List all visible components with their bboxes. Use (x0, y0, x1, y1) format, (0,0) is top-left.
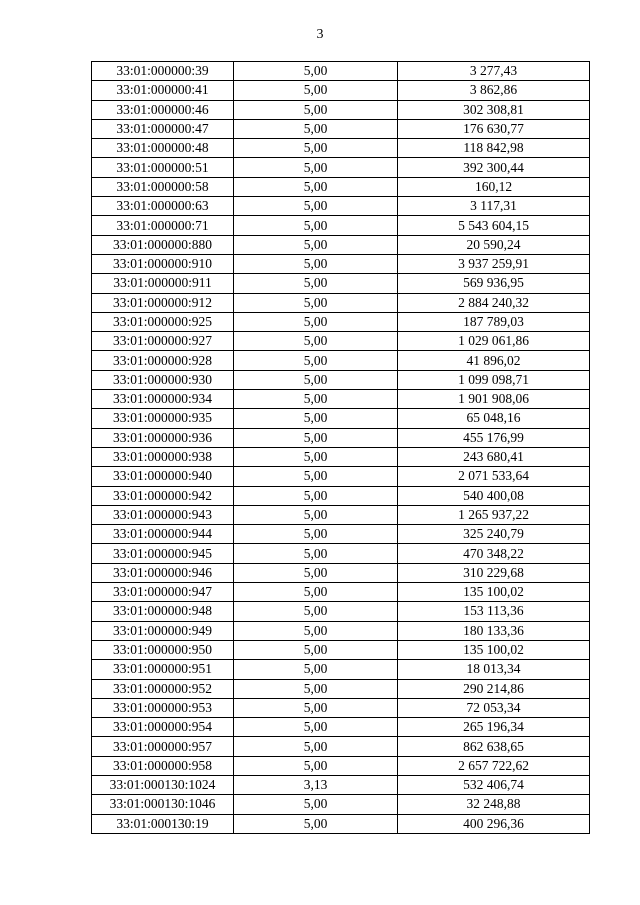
value-cell: 41 896,02 (398, 351, 590, 370)
table-row (92, 756, 590, 775)
table-row (92, 390, 590, 409)
table-row (92, 563, 590, 582)
value-cell: 18 013,34 (398, 660, 590, 679)
table-row (92, 737, 590, 756)
table-row (92, 795, 590, 814)
table-row (92, 486, 590, 505)
cadastral-number-cell: 33:01:000000:41 (92, 81, 234, 100)
table-row (92, 602, 590, 621)
rate-cell: 5,00 (234, 254, 398, 273)
value-cell: 180 133,36 (398, 621, 590, 640)
table-row (92, 505, 590, 524)
rate-cell: 5,00 (234, 370, 398, 389)
table-row (92, 197, 590, 216)
table-row (92, 525, 590, 544)
value-cell: 862 638,65 (398, 737, 590, 756)
table-row (92, 775, 590, 794)
table-row (92, 698, 590, 717)
cadastral-number-cell: 33:01:000000:925 (92, 312, 234, 331)
cadastral-number-cell: 33:01:000000:958 (92, 756, 234, 775)
value-cell: 1 029 061,86 (398, 332, 590, 351)
cadastral-number-cell: 33:01:000000:912 (92, 293, 234, 312)
value-cell: 265 196,34 (398, 718, 590, 737)
table-row (92, 254, 590, 273)
rate-cell: 5,00 (234, 640, 398, 659)
value-cell: 2 657 722,62 (398, 756, 590, 775)
rate-cell: 5,00 (234, 795, 398, 814)
cadastral-number-cell: 33:01:000000:930 (92, 370, 234, 389)
table-row (92, 679, 590, 698)
value-cell: 532 406,74 (398, 775, 590, 794)
cadastral-number-cell: 33:01:000000:951 (92, 660, 234, 679)
table-body (92, 62, 590, 834)
cadastral-number-cell: 33:01:000000:880 (92, 235, 234, 254)
table-row (92, 62, 590, 81)
table-row (92, 351, 590, 370)
table-row (92, 177, 590, 196)
rate-cell: 5,00 (234, 81, 398, 100)
rate-cell: 5,00 (234, 216, 398, 235)
value-cell: 153 113,36 (398, 602, 590, 621)
rate-cell: 5,00 (234, 679, 398, 698)
value-cell: 325 240,79 (398, 525, 590, 544)
rate-cell: 5,00 (234, 119, 398, 138)
cadastral-number-cell: 33:01:000000:942 (92, 486, 234, 505)
rate-cell: 3,13 (234, 775, 398, 794)
table-row (92, 274, 590, 293)
rate-cell: 5,00 (234, 235, 398, 254)
value-cell: 2 071 533,64 (398, 467, 590, 486)
table-row (92, 621, 590, 640)
table-row (92, 332, 590, 351)
rate-cell: 5,00 (234, 583, 398, 602)
value-cell: 176 630,77 (398, 119, 590, 138)
cadastral-number-cell: 33:01:000000:936 (92, 428, 234, 447)
rate-cell: 5,00 (234, 718, 398, 737)
value-cell: 20 590,24 (398, 235, 590, 254)
cadastral-number-cell: 33:01:000000:946 (92, 563, 234, 582)
value-cell: 2 884 240,32 (398, 293, 590, 312)
value-cell: 1 099 098,71 (398, 370, 590, 389)
cadastral-number-cell: 33:01:000000:952 (92, 679, 234, 698)
value-cell: 455 176,99 (398, 428, 590, 447)
cadastral-number-cell: 33:01:000000:46 (92, 100, 234, 119)
cadastral-number-cell: 33:01:000000:940 (92, 467, 234, 486)
table-row (92, 293, 590, 312)
rate-cell: 5,00 (234, 139, 398, 158)
cadastral-number-cell: 33:01:000000:949 (92, 621, 234, 640)
rate-cell: 5,00 (234, 756, 398, 775)
rate-cell: 5,00 (234, 293, 398, 312)
cadastral-number-cell: 33:01:000000:938 (92, 447, 234, 466)
rate-cell: 5,00 (234, 62, 398, 81)
cadastral-data-table (91, 61, 590, 834)
value-cell: 65 048,16 (398, 409, 590, 428)
value-cell: 302 308,81 (398, 100, 590, 119)
cadastral-number-cell: 33:01:000000:935 (92, 409, 234, 428)
cadastral-number-cell: 33:01:000000:957 (92, 737, 234, 756)
rate-cell: 5,00 (234, 447, 398, 466)
value-cell: 32 248,88 (398, 795, 590, 814)
table-row (92, 312, 590, 331)
value-cell: 160,12 (398, 177, 590, 196)
value-cell: 400 296,36 (398, 814, 590, 833)
table-row (92, 235, 590, 254)
value-cell: 135 100,02 (398, 640, 590, 659)
rate-cell: 5,00 (234, 698, 398, 717)
value-cell: 72 053,34 (398, 698, 590, 717)
rate-cell: 5,00 (234, 814, 398, 833)
rate-cell: 5,00 (234, 660, 398, 679)
rate-cell: 5,00 (234, 409, 398, 428)
value-cell: 310 229,68 (398, 563, 590, 582)
value-cell: 118 842,98 (398, 139, 590, 158)
cadastral-number-cell: 33:01:000000:934 (92, 390, 234, 409)
rate-cell: 5,00 (234, 737, 398, 756)
rate-cell: 5,00 (234, 158, 398, 177)
cadastral-number-cell: 33:01:000000:950 (92, 640, 234, 659)
value-cell: 470 348,22 (398, 544, 590, 563)
value-cell: 290 214,86 (398, 679, 590, 698)
table-row (92, 158, 590, 177)
rate-cell: 5,00 (234, 100, 398, 119)
table-row (92, 139, 590, 158)
table-row (92, 660, 590, 679)
rate-cell: 5,00 (234, 602, 398, 621)
cadastral-number-cell: 33:01:000000:953 (92, 698, 234, 717)
rate-cell: 5,00 (234, 177, 398, 196)
cadastral-number-cell: 33:01:000000:910 (92, 254, 234, 273)
cadastral-number-cell: 33:01:000000:48 (92, 139, 234, 158)
cadastral-number-cell: 33:01:000000:39 (92, 62, 234, 81)
cadastral-number-cell: 33:01:000000:945 (92, 544, 234, 563)
table-row (92, 814, 590, 833)
value-cell: 1 265 937,22 (398, 505, 590, 524)
rate-cell: 5,00 (234, 390, 398, 409)
rate-cell: 5,00 (234, 621, 398, 640)
cadastral-number-cell: 33:01:000000:954 (92, 718, 234, 737)
value-cell: 3 277,43 (398, 62, 590, 81)
cadastral-number-cell: 33:01:000000:943 (92, 505, 234, 524)
cadastral-number-cell: 33:01:000130:19 (92, 814, 234, 833)
cadastral-number-cell: 33:01:000000:944 (92, 525, 234, 544)
rate-cell: 5,00 (234, 563, 398, 582)
rate-cell: 5,00 (234, 467, 398, 486)
table-row (92, 409, 590, 428)
cadastral-number-cell: 33:01:000000:948 (92, 602, 234, 621)
page-number: 3 (316, 27, 324, 42)
table-row (92, 370, 590, 389)
rate-cell: 5,00 (234, 486, 398, 505)
cadastral-number-cell: 33:01:000000:63 (92, 197, 234, 216)
value-cell: 5 543 604,15 (398, 216, 590, 235)
cadastral-number-cell: 33:01:000000:928 (92, 351, 234, 370)
rate-cell: 5,00 (234, 525, 398, 544)
value-cell: 540 400,08 (398, 486, 590, 505)
value-cell: 3 862,86 (398, 81, 590, 100)
cadastral-number-cell: 33:01:000000:947 (92, 583, 234, 602)
cadastral-number-cell: 33:01:000130:1046 (92, 795, 234, 814)
value-cell: 3 117,31 (398, 197, 590, 216)
table-row (92, 119, 590, 138)
rate-cell: 5,00 (234, 544, 398, 563)
cadastral-number-cell: 33:01:000000:911 (92, 274, 234, 293)
table-row (92, 467, 590, 486)
rate-cell: 5,00 (234, 274, 398, 293)
table-row (92, 583, 590, 602)
rate-cell: 5,00 (234, 312, 398, 331)
table-row (92, 428, 590, 447)
rate-cell: 5,00 (234, 505, 398, 524)
table-row (92, 640, 590, 659)
rate-cell: 5,00 (234, 428, 398, 447)
rate-cell: 5,00 (234, 197, 398, 216)
cadastral-number-cell: 33:01:000000:47 (92, 119, 234, 138)
value-cell: 3 937 259,91 (398, 254, 590, 273)
value-cell: 1 901 908,06 (398, 390, 590, 409)
value-cell: 187 789,03 (398, 312, 590, 331)
table-row (92, 718, 590, 737)
rate-cell: 5,00 (234, 351, 398, 370)
table-row (92, 216, 590, 235)
cadastral-number-cell: 33:01:000000:927 (92, 332, 234, 351)
cadastral-number-cell: 33:01:000000:58 (92, 177, 234, 196)
cadastral-number-cell: 33:01:000000:71 (92, 216, 234, 235)
table-row (92, 100, 590, 119)
value-cell: 135 100,02 (398, 583, 590, 602)
table-row (92, 447, 590, 466)
value-cell: 392 300,44 (398, 158, 590, 177)
table-row (92, 81, 590, 100)
cadastral-number-cell: 33:01:000130:1024 (92, 775, 234, 794)
rate-cell: 5,00 (234, 332, 398, 351)
value-cell: 569 936,95 (398, 274, 590, 293)
value-cell: 243 680,41 (398, 447, 590, 466)
cadastral-number-cell: 33:01:000000:51 (92, 158, 234, 177)
table-row (92, 544, 590, 563)
